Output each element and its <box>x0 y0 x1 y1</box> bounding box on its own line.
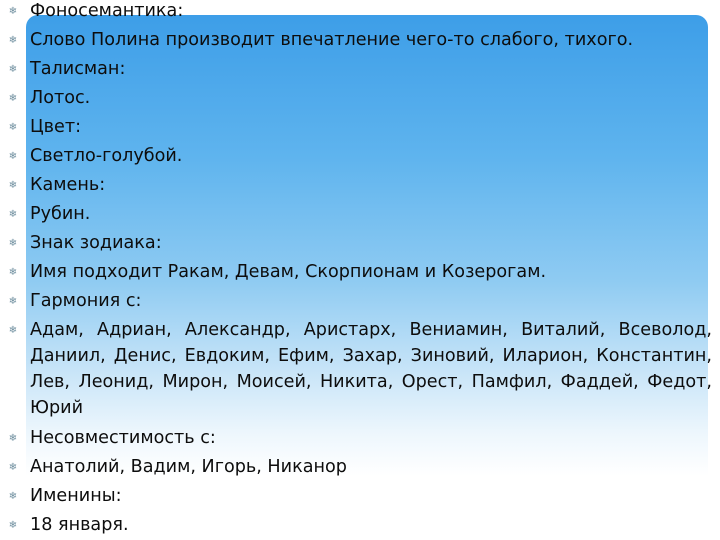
list-item <box>0 424 720 453</box>
list-item-text: Адам, Адриан, Александр, Аристарх, Вениамин, Виталий, Всеволод, Даниил, Денис, Евдоким, Ефим, Захар, Зиновий, Иларион, Константин, Лев, Леонид, Мирон, Моисей, Никита, Орест, Памфил, Фаддей, Федот, Юрий <box>30 320 712 418</box>
list-item <box>0 200 720 229</box>
asterisk-bullet-icon: ❄ <box>8 35 18 46</box>
list-item-text: Имя подходит Ракам, Девам, Скорпионам и Козерогам. <box>30 262 547 282</box>
list-item-text: Талисман: <box>30 59 126 79</box>
asterisk-bullet-icon: ❄ <box>8 93 18 104</box>
list-item-text: Несовместимость с: <box>30 428 216 448</box>
asterisk-bullet-icon: ❄ <box>8 64 18 75</box>
list-item <box>0 258 720 287</box>
list-item-text: Светло-голубой. <box>30 146 183 166</box>
list-item <box>0 84 720 113</box>
asterisk-bullet-icon: ❄ <box>8 491 18 502</box>
asterisk-bullet-icon: ❄ <box>8 209 18 220</box>
asterisk-bullet-icon: ❄ <box>8 6 18 17</box>
list-item <box>0 453 720 482</box>
asterisk-bullet-icon: ❄ <box>8 462 18 473</box>
asterisk-bullet-icon: ❄ <box>8 325 18 336</box>
list-item-text: Гармония с: <box>30 291 142 311</box>
asterisk-bullet-icon: ❄ <box>8 267 18 278</box>
list-item <box>0 142 720 171</box>
list-item <box>0 287 720 316</box>
list-item <box>0 0 720 26</box>
asterisk-bullet-icon: ❄ <box>8 433 18 444</box>
list-item-text: Рубин. <box>30 204 91 224</box>
list-item-text: Камень: <box>30 175 106 195</box>
list-item <box>0 171 720 200</box>
list-item-text: 18 января. <box>30 515 129 535</box>
list-item-text: Анатолий, Вадим, Игорь, Никанор <box>30 457 347 477</box>
list-item <box>0 511 720 540</box>
list-item-text: Фоносемантика: <box>30 1 184 21</box>
list-item-text: Именины: <box>30 486 122 506</box>
list-item-text: Слово Полина производит впечатление чего-то слабого, тихого. <box>30 30 634 50</box>
list-item-text: Лотос. <box>30 88 91 108</box>
asterisk-bullet-icon: ❄ <box>8 180 18 191</box>
asterisk-bullet-icon: ❄ <box>8 238 18 249</box>
asterisk-bullet-icon: ❄ <box>8 520 18 531</box>
asterisk-bullet-icon: ❄ <box>8 151 18 162</box>
asterisk-bullet-icon: ❄ <box>8 296 18 307</box>
list-item <box>0 229 720 258</box>
list-item <box>0 26 720 55</box>
list-item-text: Знак зодиака: <box>30 233 162 253</box>
list-item <box>0 55 720 84</box>
asterisk-bullet-icon: ❄ <box>8 122 18 133</box>
list-item-text: Цвет: <box>30 117 82 137</box>
list-item <box>0 482 720 511</box>
list-item <box>0 316 720 424</box>
list-item <box>0 113 720 142</box>
